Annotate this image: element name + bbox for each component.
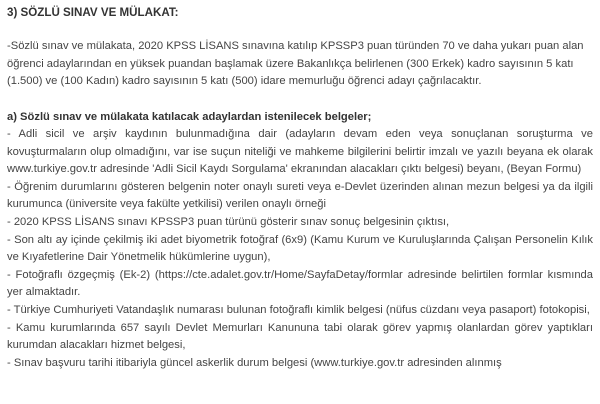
intro-paragraph: -Sözlü sınav ve mülakata, 2020 KPSS LİSANS sınavına katılıp KPSSP3 puan türünden 70 ve daha yukarı puan alan öğrenci adaylarından en yüksek puandan başlamak üzere Bakanlıkça belirlenen (300 Erkek) kadro sayısının 5 katı (1.500) ve (100 Kadın) kadro sayısının 5 katı (500) idare memurluğu öğrenci adayı çağrılacaktır. [7,40,584,88]
section-title: 3) SÖZLÜ SINAV VE MÜLAKAT: [7,6,179,19]
requirement-item: - Kamu kurumlarında 657 sayılı Devlet Memurları Kanununa tabi olarak görev yapmış olanlardan görev yaptıkları kurumdan alacakları hizmet belgesi, [7,321,593,352]
requirement-item: - Türkiye Cumhuriyeti Vatandaşlık numarası bulunan fotoğraflı kimlik belgesi (nüfus cüzdanı veya pasaport) fotokopisi, [7,303,590,316]
requirement-item: - Adli sicil ve arşiv kaydının bulunmadığına dair (adayların devam eden veya sonuçlanan soruşturma ve kovuşturmaların olup olmadığını, var ise suçun niteliği ve mahkeme bilgilerini belirtir imzalı ve yazılı beyana ek olarak www.turkiye.gov.tr adresinde 'Adli Sicil Kaydı Sorgulama' ekranından alacakları çıktı belgesi) beyanı, (Beyan Formu) [7,128,593,176]
requirement-item: - Fotoğraflı özgeçmiş (Ek-2) (https://cte.adalet.gov.tr/Home/SayfaDetay/formlar adresinde belirtilen formlar kısmında yer almaktadır. [7,268,593,299]
requirement-item: - 2020 KPSS LİSANS sınavı KPSSP3 puan türünü gösterir sınav sonuç belgesinin çıktısı, [7,215,450,228]
requirement-item: - Son altı ay içinde çekilmiş iki adet biyometrik fotoğraf (6x9) (Kamu Kurum ve Kuruluşlarında Çalışan Personelin Kılık ve Kıyafetlerine Dair Yönetmelik hükümlerine uygun), [7,233,593,264]
requirements-heading: a) Sözlü sınav ve mülakata katılacak adaylardan istenilecek belgeler; [7,111,372,123]
requirement-item: - Öğrenim durumlarını gösteren belgenin noter onaylı sureti veya e-Devlet üzerinden alınan mezun belgesi ya da ilgili kurumunca (üniversite veya fakülte yetkilisi) verilen onaylı örneği [7,180,593,211]
requirements-list [7,126,593,372]
requirement-item: - Sınav başvuru tarihi itibariyla güncel askerlik durum belgesi (www.turkiye.gov.tr adresinden alınmış [7,356,502,369]
